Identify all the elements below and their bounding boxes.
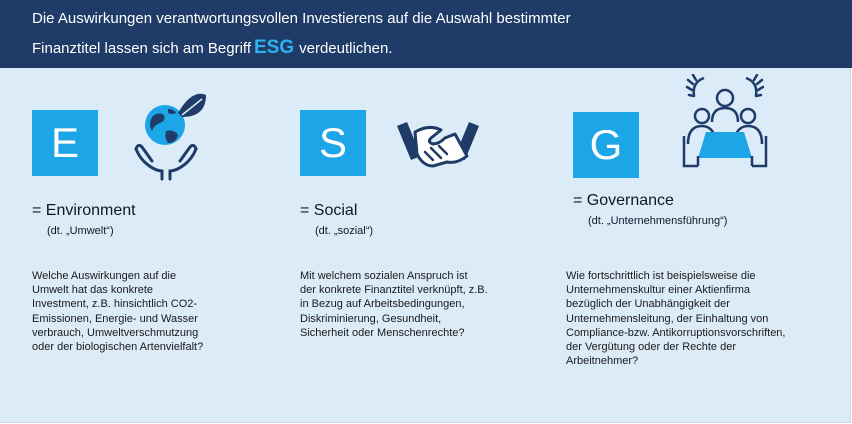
environment-term: = Environment — [32, 202, 136, 219]
letter-g-box: G — [573, 112, 639, 178]
letter-e-box: E — [32, 110, 98, 176]
environment-translation: (dt. „Umwelt“) — [47, 225, 114, 237]
header-line-2 — [32, 39, 393, 58]
esg-panel — [0, 68, 851, 423]
environment-description: Welche Auswirkungen auf die Umwelt hat das konkrete Investment, z.B. hinsichtlich CO2- Emissionen, Energie- und Wasser verbrauch, Umweltverschmutzung oder der biologischen Artenvielfalt? — [32, 270, 204, 354]
social-description: Mit welchem sozialen Anspruch ist der konkrete Finanztitel verknüpft, z.B. in Bezug auf Arbeitsbedingungen, Diskriminierung, Gesundheit, Sicherheit oder Menschenrechte? — [300, 270, 488, 339]
social-translation: (dt. „sozial“) — [315, 225, 374, 237]
handshake-icon — [397, 118, 479, 170]
letter-s-box: S — [300, 110, 366, 176]
governance-description: Wie fortschrittlich ist beispielsweise die Unternehmenskultur einer Aktienfirma bezüglich der Unabhängigkeit der Unternehmensleitung, der Einhaltung von Compliance-bzw. Antikorruptionsvorschriften, der Vergütung oder der Rechte der Arbeitnehmer? — [566, 270, 786, 368]
globe-in-hands-icon — [132, 89, 210, 181]
header-line-2-end: verdeutlichen. — [299, 40, 393, 57]
header-banner — [0, 0, 852, 68]
esg-highlight: ESG — [254, 37, 295, 58]
governance-translation: (dt. „Unternehmensführung“) — [588, 215, 728, 227]
header-line-2-start: Finanztitel lassen sich am Begriff — [32, 40, 251, 57]
social-term: = Social — [300, 202, 358, 219]
header-line-1: Die Auswirkungen verantwortungsvollen Investierens auf die Auswahl bestimmter — [32, 10, 571, 27]
governance-term: = Governance — [573, 192, 674, 209]
board-meeting-icon — [680, 74, 770, 176]
